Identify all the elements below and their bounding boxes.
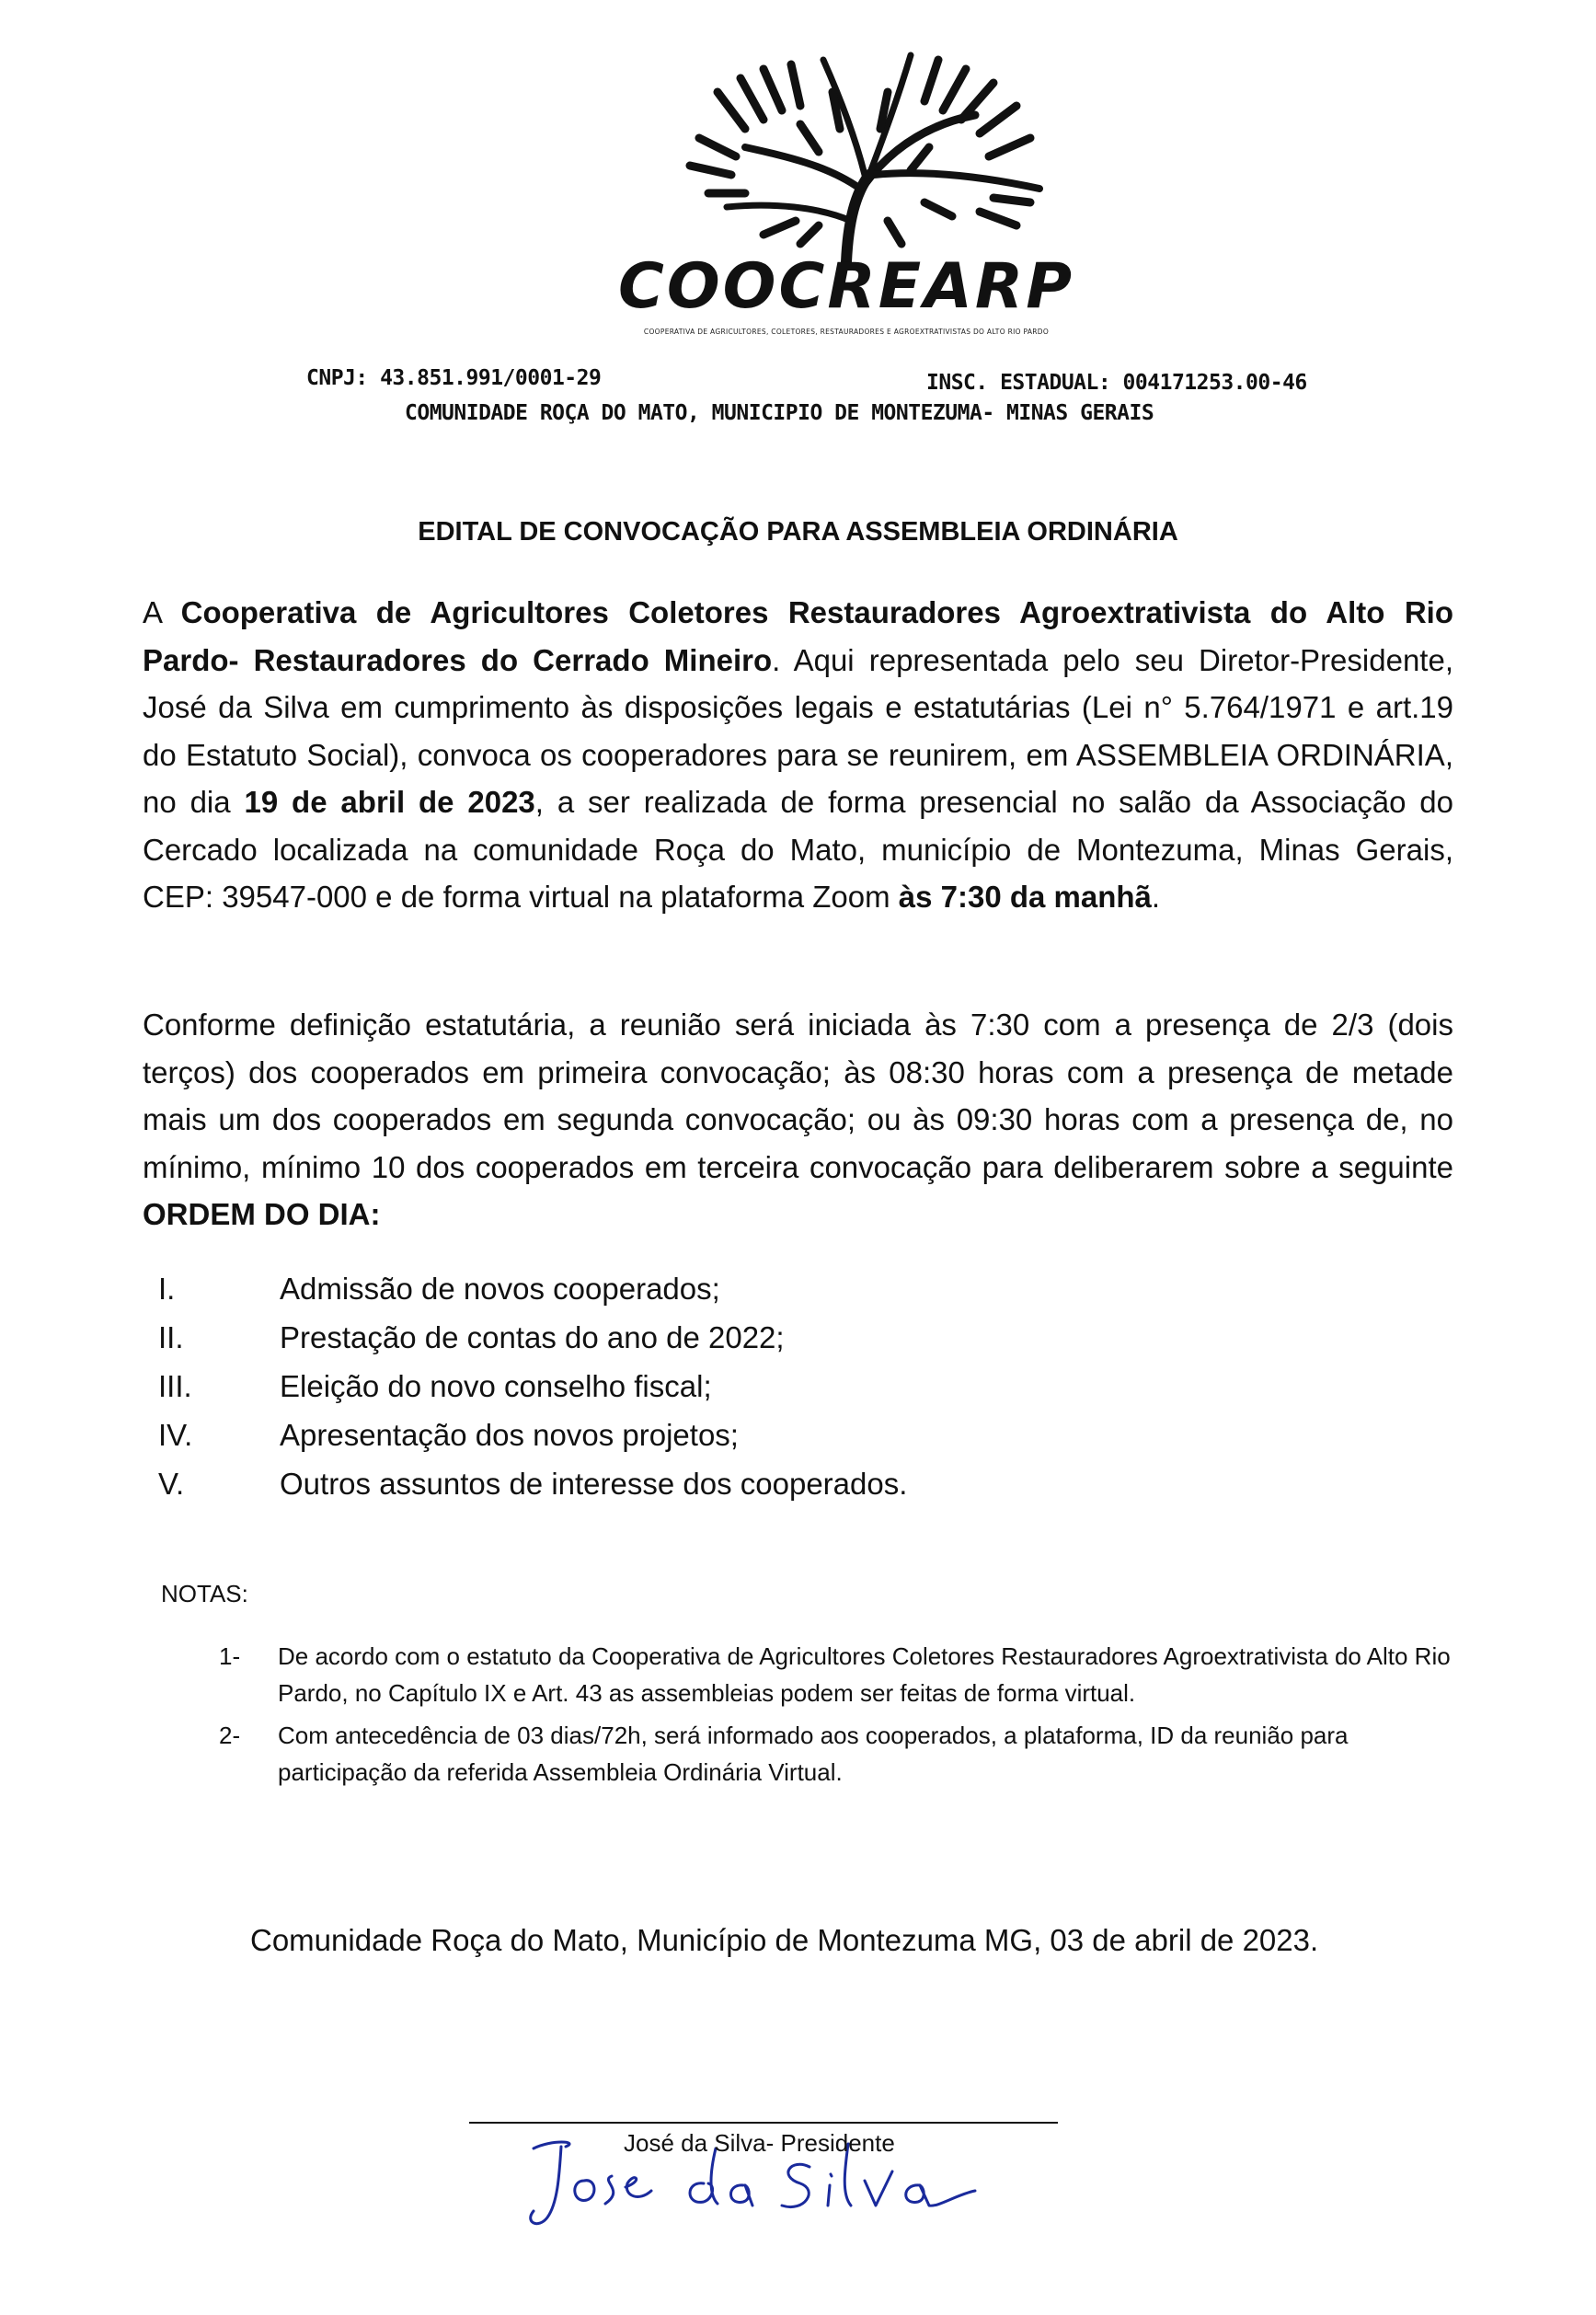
agenda-item (158, 1459, 1354, 1508)
agenda-item (158, 1264, 1354, 1313)
note-number: 1- (219, 1642, 241, 1670)
assembly-time: às 7:30 da manhã (898, 880, 1152, 914)
agenda-list (158, 1264, 1354, 1508)
notes-label: NOTAS: (161, 1580, 248, 1607)
agenda-item-number: II. (158, 1319, 184, 1354)
p1-end: . (1151, 880, 1161, 914)
logo (589, 37, 1104, 340)
note-item (219, 1638, 1470, 1711)
agenda-item-number: IV. (158, 1417, 193, 1452)
address: COMUNIDADE ROÇA DO MATO, MUNICIPIO DE MONTEZUMA- MINAS GERAIS (405, 401, 1154, 425)
logo-name: COOCREARP (617, 250, 1075, 323)
p2-body: Conforme definição estatutária, a reunião será iniciada às 7:30 com a presença de 2/3 (dois terços) dos cooperados em primeira convocação; às 08:30 horas com a presença de metade mais um dos cooperados em segunda convocação; ou às 09:30 horas com a presença de, no mínimo, mínimo 10 dos cooperados em terceira convocação para deliberarem sobre a seguinte (143, 1008, 1453, 1184)
agenda-item-text: Outros assuntos de interesse dos cooperados. (280, 1466, 908, 1501)
agenda-item-text: Apresentação dos novos projetos; (280, 1417, 739, 1452)
assembly-date: 19 de abril de 2023 (244, 785, 535, 819)
note-text: De acordo com o estatuto da Cooperativa de Agricultores Coletores Restauradores Agroextrativista do Alto Rio Pardo, no Capítulo IX e Art. 43 as assembleias podem ser feitas de forma virtual. (278, 1642, 1451, 1707)
place-and-date: Comunidade Roça do Mato, Município de Montezuma MG, 03 de abril de 2023. (250, 1923, 1319, 1957)
agenda-item (158, 1313, 1354, 1362)
tree-icon (589, 37, 1104, 267)
cooperative-name: Cooperativa de Agricultores Coletores Restauradores Agroextrativista do Alto Rio Pardo- Restauradores do Cerrado Mineiro (143, 595, 1454, 677)
cnpj: CNPJ: 43.851.991/0001-29 (306, 366, 602, 390)
signature-caption: José da Silva- Presidente (624, 2129, 895, 2157)
agenda-item-text: Eleição do novo conselho fiscal; (280, 1368, 712, 1403)
document-title: EDITAL DE CONVOCAÇÃO PARA ASSEMBLEIA ORDINÁRIA (418, 517, 1178, 547)
agenda-item-text: Admissão de novos cooperados; (280, 1271, 720, 1306)
agenda-item-number: V. (158, 1466, 185, 1501)
logo-tagline: COOPERATIVA DE AGRICULTORES, COLETORES, RESTAURADORES E AGROEXTRATIVISTAS DO ALTO RIO PARDO (643, 328, 1050, 336)
p1-lead: A (143, 595, 181, 629)
agenda-heading: ORDEM DO DIA: (143, 1197, 381, 1231)
agenda-item-text: Prestação de contas do ano de 2022; (280, 1319, 785, 1354)
agenda-item (158, 1362, 1354, 1411)
notes-list (219, 1638, 1470, 1796)
note-text: Com antecedência de 03 dias/72h, será informado aos cooperados, a plataforma, ID da reunião para participação da referida Assembleia Ordinária Virtual. (278, 1722, 1349, 1786)
inscricao-estadual: INSC. ESTADUAL: 004171253.00-46 (926, 371, 1307, 395)
signature-line (469, 2122, 1058, 2124)
paragraph-convocation (143, 589, 1453, 921)
paragraph-quorum (143, 1001, 1453, 1238)
agenda-item-number: III. (158, 1368, 192, 1403)
note-item (219, 1717, 1470, 1791)
note-number: 2- (219, 1722, 241, 1749)
agenda-item-number: I. (158, 1271, 176, 1306)
p1-body: . Aqui representada pelo seu Diretor-Presidente, José da Silva em cumprimento às disposições legais e estatutárias (Lei n° 5.764/1971 e art.19 do Estatuto Social), convoca os cooperadores para se reunirem, em ASSEMBLEIA ORDINÁRIA, no dia (143, 642, 1453, 819)
p1-body-2: , a ser realizada de forma presencial no salão da Associação do Cercado localizada na comunidade Roça do Mato, município de Montezuma, Minas Gerais, CEP: 39547-000 e de forma virtual na plataforma Zoom (143, 785, 1453, 914)
agenda-item (158, 1411, 1354, 1459)
